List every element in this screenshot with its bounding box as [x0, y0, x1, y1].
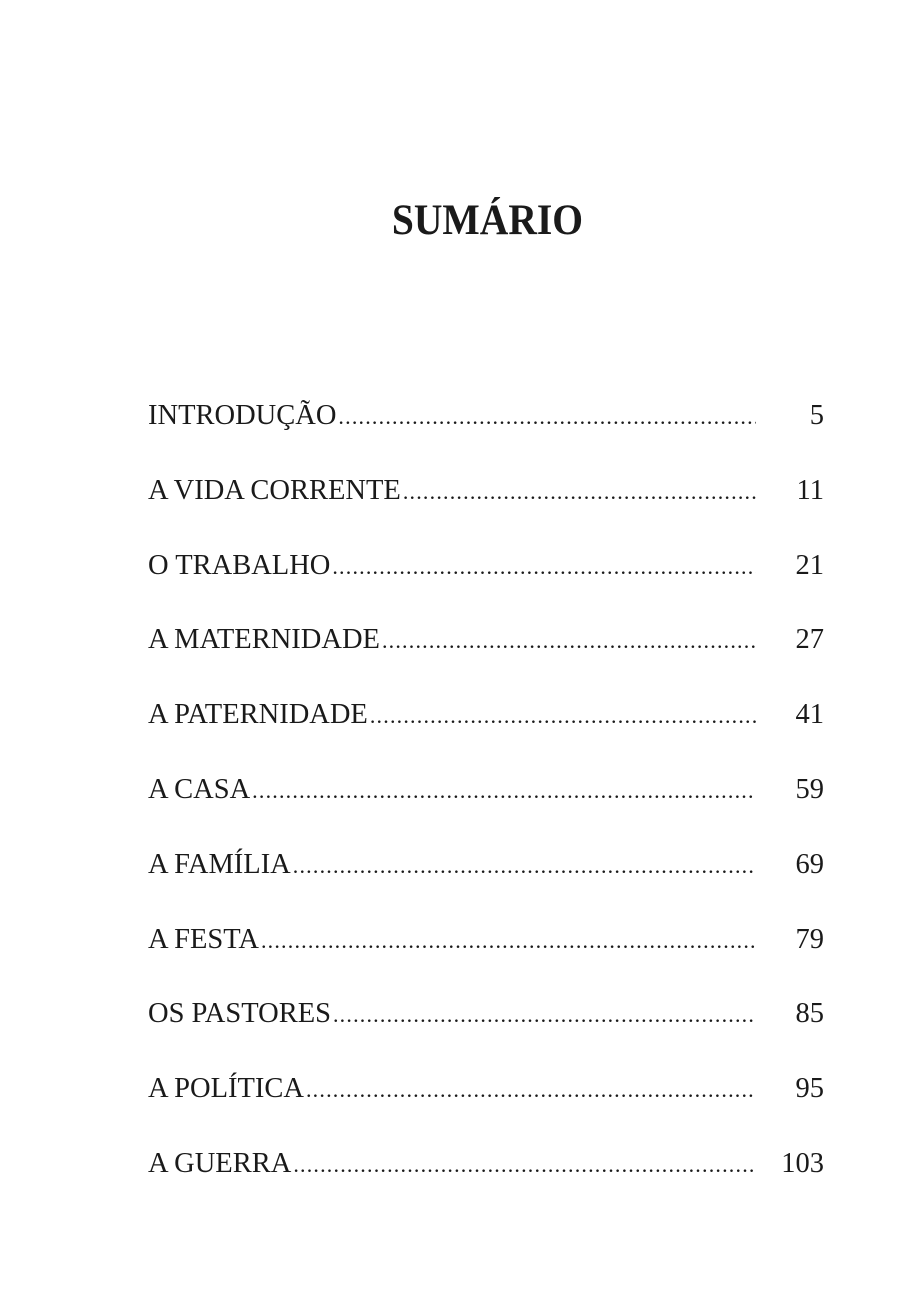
- toc-entry-title: A CASA: [148, 773, 251, 805]
- page-title: SUMÁRIO: [391, 197, 584, 244]
- toc-entry[interactable]: [148, 998, 824, 1073]
- toc-entry-page: 79: [795, 923, 824, 955]
- toc-entry-title: A FAMÍLIA: [148, 848, 291, 880]
- dot-leader: [293, 853, 756, 879]
- toc-entry[interactable]: [148, 550, 824, 625]
- toc-entry-title: O TRABALHO: [148, 549, 331, 581]
- dot-leader: [332, 554, 756, 580]
- toc-entry-title: A POLÍTICA: [148, 1073, 304, 1105]
- toc-entry-title: INTRODUÇÃO: [148, 400, 337, 431]
- toc-entry-page: 59: [795, 773, 824, 805]
- dot-leader: [338, 404, 756, 430]
- toc-entry-page: 21: [795, 549, 824, 581]
- toc-entry[interactable]: [148, 1073, 824, 1148]
- toc-entry-page: 11: [796, 474, 824, 506]
- toc-entry-page: 41: [795, 699, 824, 731]
- toc-entry-page: 85: [795, 998, 824, 1030]
- toc-entry-title: A FESTA: [148, 923, 259, 955]
- toc-entry[interactable]: [148, 400, 824, 475]
- dot-leader: [306, 1077, 756, 1103]
- toc-entry[interactable]: [148, 849, 824, 924]
- dot-leader: [261, 928, 756, 954]
- toc-entry-page: 95: [795, 1073, 824, 1105]
- toc-entry-page: 27: [795, 624, 824, 656]
- toc-entry[interactable]: [148, 924, 824, 999]
- dot-leader: [382, 628, 756, 654]
- toc-entry-page: 103: [781, 1147, 824, 1179]
- toc-entry-title: A PATERNIDADE: [148, 699, 368, 731]
- toc-entry-page: 69: [795, 848, 824, 880]
- toc-entry-title: OS PASTORES: [148, 998, 331, 1030]
- toc-entry[interactable]: [148, 475, 824, 550]
- table-of-contents: [148, 400, 824, 1223]
- toc-entry[interactable]: [148, 624, 824, 699]
- toc-entry-title: A GUERRA: [148, 1147, 292, 1179]
- dot-leader: [333, 1002, 756, 1028]
- dot-leader: [293, 1152, 756, 1178]
- dot-leader: [370, 703, 756, 729]
- toc-entry-title: A MATERNIDADE: [148, 624, 380, 656]
- toc-entry-page: 5: [809, 400, 824, 431]
- dot-leader: [252, 778, 756, 804]
- dot-leader: [403, 479, 756, 505]
- toc-entry-title: A VIDA CORRENTE: [148, 474, 401, 506]
- toc-entry[interactable]: [148, 699, 824, 774]
- toc-entry[interactable]: [148, 774, 824, 849]
- toc-entry[interactable]: [148, 1148, 824, 1223]
